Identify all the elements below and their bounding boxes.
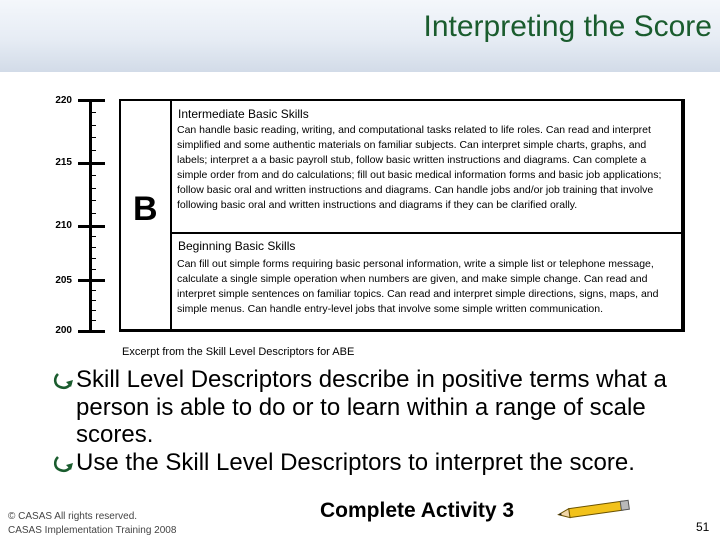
scale-label-200: 200 xyxy=(55,325,72,336)
scale-label-210: 210 xyxy=(55,220,72,231)
scale-minor-tick xyxy=(89,213,96,214)
page-number: 51 xyxy=(696,520,710,534)
scale-tick xyxy=(78,279,105,282)
scale-minor-tick xyxy=(89,150,96,151)
scale-minor-tick xyxy=(89,137,96,138)
scale-label-205: 205 xyxy=(55,275,72,286)
scale-axis xyxy=(89,99,92,332)
scale-minor-tick xyxy=(89,112,96,113)
bullet-text: Use the Skill Level Descriptors to interpret the score. xyxy=(76,448,635,476)
scale-label-220: 220 xyxy=(55,95,72,106)
curved-arrow-icon xyxy=(53,453,75,473)
scale-tick xyxy=(78,162,105,165)
scale-minor-tick xyxy=(89,125,96,126)
slide-title: Interpreting the Score xyxy=(423,10,712,43)
scale-minor-tick xyxy=(89,320,96,321)
pencil-icon xyxy=(555,493,635,525)
scale-minor-tick xyxy=(89,269,96,270)
scale-tick xyxy=(78,225,105,228)
bullet-list xyxy=(0,366,720,476)
scale-minor-tick xyxy=(89,175,96,176)
scale-label-215: 215 xyxy=(55,157,72,168)
scale-minor-tick xyxy=(89,300,96,301)
scale-minor-tick xyxy=(89,236,96,237)
beginning-description: Can fill out simple forms requiring basic personal information, write a simple list or telephone message, calculate a single simple operation when numbers are given, and make simple change. Can read and interpret simple sentences on familiar topics. Can read and interpret simple directions, signs, maps, and simple menus. Can handle entry-level jobs that involve some simple written communication. xyxy=(177,258,659,315)
beginning-title: Beginning Basic Skills xyxy=(178,239,296,253)
scale-minor-tick xyxy=(89,200,96,201)
bullet-item xyxy=(0,366,706,449)
panel-divider-horizontal xyxy=(172,232,685,234)
bullet-text: Skill Level Descriptors describe in positive terms what a person is able to do or to learn within a range of scale scores. xyxy=(76,366,667,448)
scale-minor-tick xyxy=(89,290,96,291)
excerpt-caption: Excerpt from the Skill Level Descriptors for ABE xyxy=(122,346,355,358)
copyright-line: © CASAS All rights reserved. xyxy=(8,511,138,522)
activity-label: Complete Activity 3 xyxy=(320,499,515,522)
curved-arrow-icon xyxy=(53,370,75,390)
intermediate-title: Intermediate Basic Skills xyxy=(178,107,309,121)
scale-minor-tick xyxy=(89,258,96,259)
bullet-item xyxy=(0,449,706,477)
level-letter: B xyxy=(133,190,158,228)
scale-minor-tick xyxy=(89,188,96,189)
scale-minor-tick xyxy=(89,247,96,248)
scale-tick xyxy=(78,330,105,333)
intermediate-description: Can handle basic reading, writing, and computational tasks related to life roles. Can read and interpret simplified and some authentic materials on familiar subjects. Can interpret simple charts, graphs, and labels; interpret a a basic payroll stub, follow basic written instructions and diagrams. Can complete a simple order from and do calculations; fill out basic medical information forms and basic job applications; follow basic oral and written instructions and diagrams. Can handle jobs and/or job training that involve following basic oral and written instructions and diagrams if they can be clarified orally. xyxy=(177,124,662,211)
copyright-notice xyxy=(8,510,176,538)
scale-tick xyxy=(78,99,105,102)
panel-divider-vertical xyxy=(170,99,172,332)
training-line: CASAS Implementation Training 2008 xyxy=(8,525,177,536)
scale-minor-tick xyxy=(89,310,96,311)
